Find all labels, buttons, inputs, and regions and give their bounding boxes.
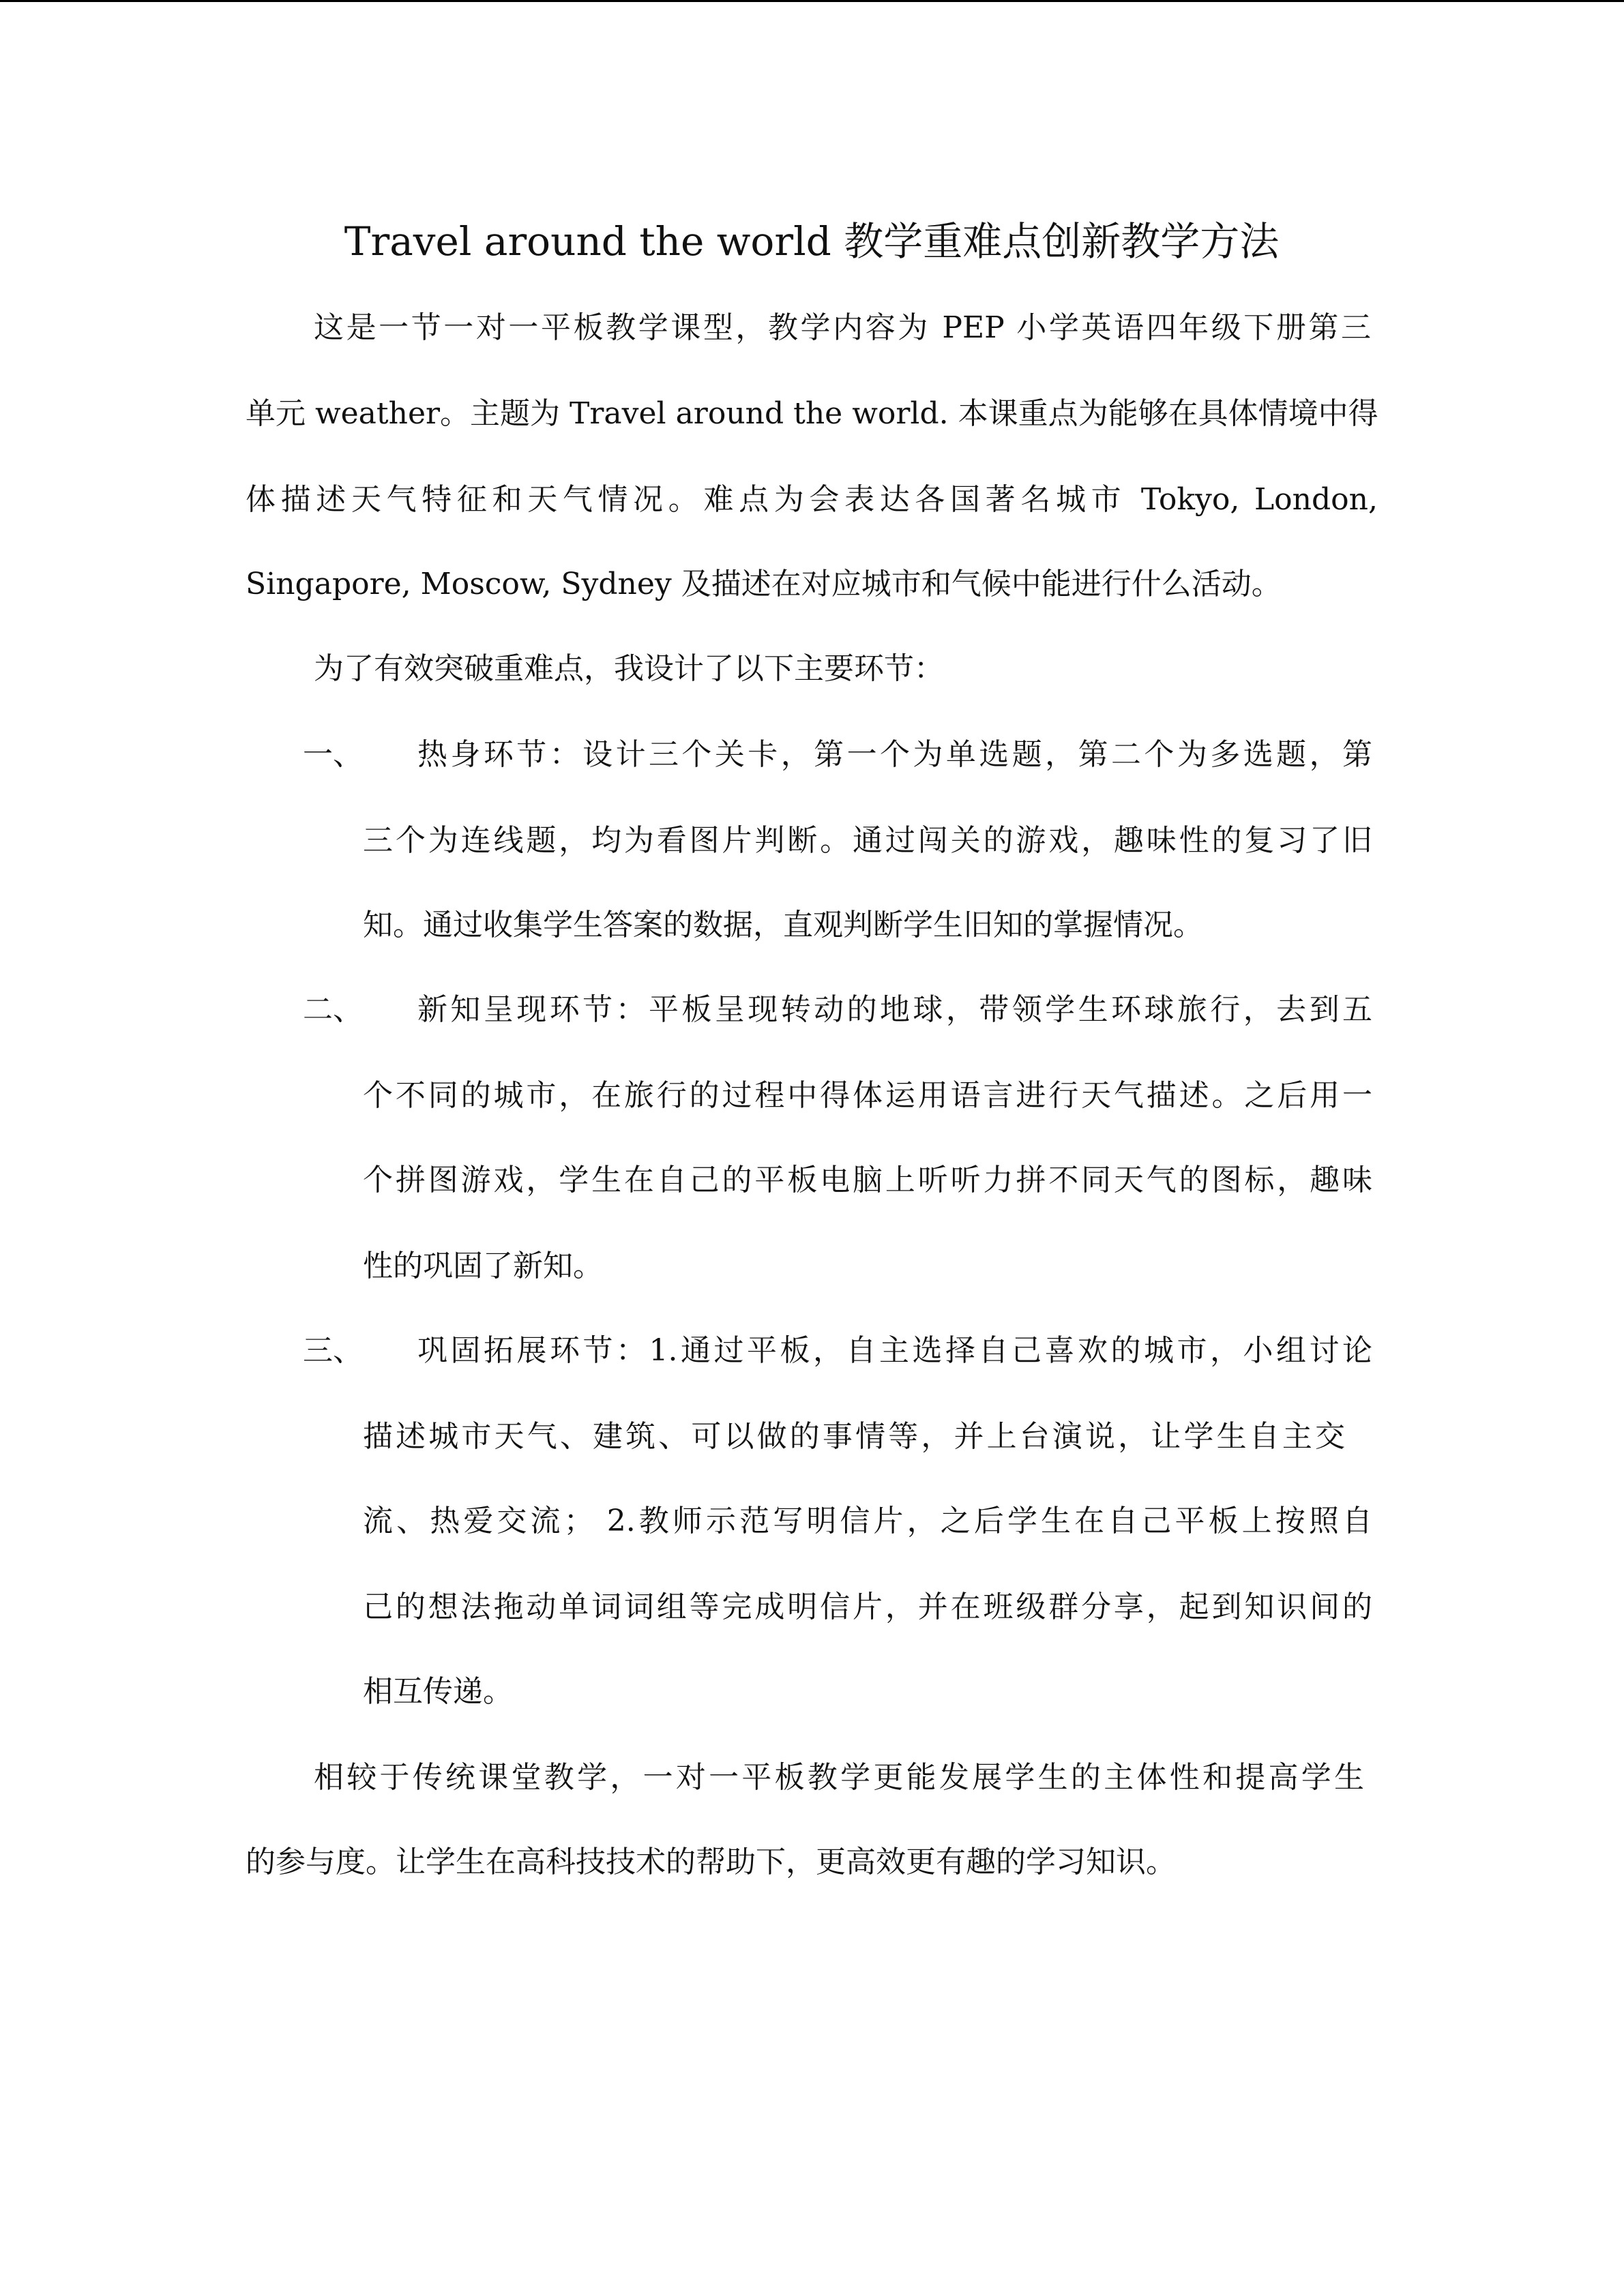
section-2-line-1: 新知呈现环节：平板呈现转动的地球，带领学生环球旅行，去到五 — [417, 992, 1372, 1027]
section-3-line-5: 相互传递。 — [363, 1674, 513, 1709]
section-2-number: 二、 — [303, 992, 363, 1027]
conclusion-line-2: 的参与度。让学生在高科技技术的帮助下，更高效更有趣的学习知识。 — [246, 1845, 1176, 1879]
document-title: Travel around the world 教学重难点创新教学方法 — [344, 218, 1280, 265]
section-3-line-1: 巩固拓展环节：1.通过平板，自主选择自己喜欢的城市，小组讨论 — [417, 1333, 1372, 1368]
section-1-number: 一、 — [303, 737, 363, 772]
section-2-line-2: 个不同的城市，在旅行的过程中得体运用语言进行天气描述。之后用一 — [363, 1078, 1372, 1113]
intro-line-1: 这是一节一对一平板教学课型，教学内容为 PEP 小学英语四年级下册第三 — [314, 310, 1371, 345]
intro-line-3: 体描述天气特征和天气情况。难点为会表达各国著名城市 Tokyo, London, — [246, 482, 1378, 517]
intro-line-2: 单元 weather。主题为 Travel around the world. 本课重点为能够在具体情境中得 — [246, 396, 1378, 431]
section-3-number: 三、 — [303, 1333, 363, 1368]
section-2-line-4: 性的巩固了新知。 — [363, 1249, 603, 1283]
section-3-line-2: 描述城市天气、建筑、可以做的事情等，并上台演说，让学生自主交 — [363, 1419, 1345, 1454]
conclusion-line-1: 相较于传统课堂教学，一对一平板教学更能发展学生的主体性和提高学生 — [314, 1760, 1364, 1795]
lead-in-line: 为了有效突破重难点，我设计了以下主要环节： — [314, 651, 944, 686]
section-1-line-1: 热身环节：设计三个关卡，第一个为单选题，第二个为多选题，第 — [417, 737, 1372, 772]
section-3-line-4: 己的想法拖动单词词组等完成明信片，并在班级群分享，起到知识间的 — [363, 1590, 1372, 1624]
intro-line-4: Singapore, Moscow, Sydney 及描述在对应城市和气候中能进行什么活动。 — [246, 567, 1282, 601]
section-1-line-2: 三个为连线题，均为看图片判断。通过闯关的游戏，趣味性的复习了旧 — [363, 823, 1372, 858]
section-1-line-3: 知。通过收集学生答案的数据，直观判断学生旧知的掌握情况。 — [363, 908, 1203, 942]
section-2-line-3: 个拼图游戏，学生在自己的平板电脑上听听力拼不同天气的图标，趣味 — [363, 1163, 1372, 1197]
section-3-line-3: 流、热爱交流； 2.教师示范写明信片，之后学生在自己平板上按照自 — [363, 1504, 1372, 1538]
